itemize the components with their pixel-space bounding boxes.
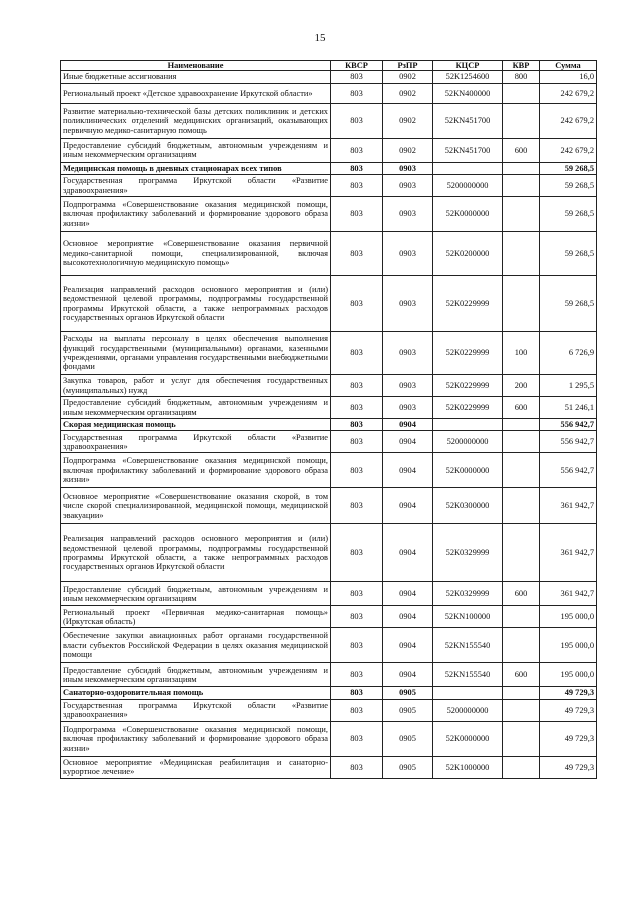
cell-name: Иные бюджетные ассигнования: [61, 71, 331, 83]
table-row: [61, 138, 597, 162]
cell-kvr: [503, 197, 540, 232]
cell-kvsr: 803: [331, 83, 383, 103]
cell-kvr: [503, 83, 540, 103]
table-row: [61, 71, 597, 83]
cell-rzpr: 0905: [383, 687, 433, 699]
cell-kvsr: 803: [331, 232, 383, 276]
header-kvsr: КВСР: [331, 61, 383, 71]
cell-kcsr: 52KN451700: [433, 103, 503, 138]
cell-name: Государственная программа Иркутской области «Развитие здравоохранения»: [61, 431, 331, 453]
cell-kvr: [503, 606, 540, 628]
cell-kvsr: 803: [331, 699, 383, 721]
cell-sum: 195 000,0: [540, 606, 597, 628]
header-kcsr: КЦСР: [433, 61, 503, 71]
cell-name: Подпрограмма «Совершенствование оказания медицинской помощи, включая профилактику заболеваний и формирование здорового образа жизни»: [61, 453, 331, 488]
cell-kvr: [503, 276, 540, 332]
cell-kcsr: 52K1254600: [433, 71, 503, 83]
cell-name: Скорая медицинская помощь: [61, 419, 331, 431]
cell-kcsr: 52K0000000: [433, 721, 503, 756]
table-row: [61, 419, 597, 431]
cell-rzpr: 0904: [383, 628, 433, 663]
cell-sum: 49 729,3: [540, 699, 597, 721]
cell-sum: 49 729,3: [540, 687, 597, 699]
cell-kvr: [503, 103, 540, 138]
table-row: [61, 175, 597, 197]
cell-kvsr: 803: [331, 103, 383, 138]
cell-kcsr: 52KN100000: [433, 606, 503, 628]
table-row: [61, 453, 597, 488]
cell-name: Санаторно-оздоровительная помощь: [61, 687, 331, 699]
cell-kcsr: 5200000000: [433, 175, 503, 197]
table-row: [61, 232, 597, 276]
cell-name: Медицинская помощь в дневных стационарах всех типов: [61, 162, 331, 174]
cell-name: Развитие материально-технической базы детских поликлиник и детских поликлинических отделений медицинских организаций, оказывающих первичную медико-санитарную помощь: [61, 103, 331, 138]
cell-name: Предоставление субсидий бюджетным, автономным учреждениям и иным некоммерческим организациям: [61, 663, 331, 687]
cell-kcsr: 52KN451700: [433, 138, 503, 162]
cell-kcsr: 52K0000000: [433, 453, 503, 488]
table-row: [61, 332, 597, 375]
cell-kvr: [503, 431, 540, 453]
cell-name: Закупка товаров, работ и услуг для обеспечения государственных (муниципальных) нужд: [61, 375, 331, 397]
table-row: [61, 83, 597, 103]
table-row: [61, 582, 597, 606]
cell-name: Основное мероприятие «Медицинская реабилитация и санаторно-курортное лечение»: [61, 756, 331, 778]
cell-sum: 49 729,3: [540, 756, 597, 778]
cell-kvsr: 803: [331, 431, 383, 453]
cell-name: Обеспечение закупки авиационных работ органами государственной власти субъектов Российской Федерации в целях оказания медицинской помощи: [61, 628, 331, 663]
cell-rzpr: 0904: [383, 453, 433, 488]
table-row: [61, 699, 597, 721]
cell-kvr: [503, 699, 540, 721]
cell-kvr: 100: [503, 332, 540, 375]
cell-kcsr: 52KN155540: [433, 663, 503, 687]
cell-kcsr: 52K0329999: [433, 582, 503, 606]
cell-rzpr: 0904: [383, 663, 433, 687]
cell-name: Подпрограмма «Совершенствование оказания медицинской помощи, включая профилактику заболеваний и формирование здорового образа жизни»: [61, 721, 331, 756]
table-row: [61, 524, 597, 582]
cell-kvr: 600: [503, 663, 540, 687]
cell-kcsr: 52K1000000: [433, 756, 503, 778]
cell-kvr: 600: [503, 397, 540, 419]
cell-kvr: 600: [503, 582, 540, 606]
table-row: [61, 197, 597, 232]
cell-name: Региональный проект «Первичная медико-санитарная помощь» (Иркутская область): [61, 606, 331, 628]
cell-sum: 59 268,5: [540, 175, 597, 197]
cell-rzpr: 0904: [383, 524, 433, 582]
cell-kvsr: 803: [331, 276, 383, 332]
cell-sum: 195 000,0: [540, 663, 597, 687]
cell-kvr: [503, 232, 540, 276]
header-kvr: КВР: [503, 61, 540, 71]
cell-sum: 556 942,7: [540, 453, 597, 488]
table-row: [61, 687, 597, 699]
cell-sum: 59 268,5: [540, 232, 597, 276]
cell-name: Подпрограмма «Совершенствование оказания медицинской помощи, включая профилактику заболеваний и формирование здорового образа жизни»: [61, 197, 331, 232]
table-row: [61, 397, 597, 419]
cell-kvsr: 803: [331, 628, 383, 663]
cell-kvr: [503, 488, 540, 524]
cell-rzpr: 0903: [383, 375, 433, 397]
cell-kvr: 600: [503, 138, 540, 162]
cell-kcsr: 5200000000: [433, 431, 503, 453]
cell-kvsr: 803: [331, 756, 383, 778]
cell-kvsr: 803: [331, 687, 383, 699]
cell-kvsr: 803: [331, 606, 383, 628]
cell-kcsr: 52K0229999: [433, 375, 503, 397]
cell-kvsr: 803: [331, 162, 383, 174]
cell-rzpr: 0903: [383, 197, 433, 232]
cell-rzpr: 0903: [383, 232, 433, 276]
cell-name: Государственная программа Иркутской области «Развитие здравоохранения»: [61, 175, 331, 197]
cell-sum: 242 679,2: [540, 103, 597, 138]
cell-rzpr: 0905: [383, 721, 433, 756]
cell-name: Предоставление субсидий бюджетным, автономным учреждениям и иным некоммерческим организациям: [61, 138, 331, 162]
cell-kcsr: 52K0229999: [433, 332, 503, 375]
cell-sum: 556 942,7: [540, 419, 597, 431]
cell-rzpr: 0904: [383, 582, 433, 606]
cell-kvsr: 803: [331, 524, 383, 582]
cell-kvr: [503, 162, 540, 174]
cell-kcsr: [433, 162, 503, 174]
cell-sum: 195 000,0: [540, 628, 597, 663]
cell-kvr: [503, 628, 540, 663]
cell-kvr: 800: [503, 71, 540, 83]
cell-sum: 361 942,7: [540, 524, 597, 582]
cell-name: Основное мероприятие «Совершенствование оказания скорой, в том числе скорой специализированной, медицинской помощи, медицинской эвакуации»: [61, 488, 331, 524]
cell-rzpr: 0903: [383, 332, 433, 375]
cell-kvsr: 803: [331, 175, 383, 197]
table-row: [61, 488, 597, 524]
cell-kcsr: 52K0329999: [433, 524, 503, 582]
cell-rzpr: 0903: [383, 175, 433, 197]
page-number: 15: [314, 32, 326, 44]
cell-name: Расходы на выплаты персоналу в целях обеспечения выполнения функций государственными (муниципальными) органами, казенными учреждениями, органами управления государственными внебюджетными фондами: [61, 332, 331, 375]
cell-kvr: [503, 721, 540, 756]
cell-sum: 49 729,3: [540, 721, 597, 756]
table-body: [61, 71, 597, 778]
cell-kcsr: [433, 687, 503, 699]
cell-rzpr: 0905: [383, 756, 433, 778]
cell-sum: 59 268,5: [540, 276, 597, 332]
table-row: [61, 103, 597, 138]
cell-kvsr: 803: [331, 71, 383, 83]
table-row: [61, 276, 597, 332]
cell-rzpr: 0904: [383, 606, 433, 628]
cell-rzpr: 0902: [383, 103, 433, 138]
cell-kvsr: 803: [331, 197, 383, 232]
cell-sum: 556 942,7: [540, 431, 597, 453]
budget-table: [60, 60, 597, 779]
cell-rzpr: 0902: [383, 71, 433, 83]
cell-kcsr: 52K0229999: [433, 397, 503, 419]
header-rzpr: РзПР: [383, 61, 433, 71]
cell-sum: 59 268,5: [540, 197, 597, 232]
cell-rzpr: 0903: [383, 276, 433, 332]
header-name: Наименование: [61, 61, 331, 71]
table-row: [61, 431, 597, 453]
cell-rzpr: 0904: [383, 419, 433, 431]
cell-sum: 16,0: [540, 71, 597, 83]
cell-kvsr: 803: [331, 453, 383, 488]
cell-kvsr: 803: [331, 582, 383, 606]
cell-rzpr: 0903: [383, 162, 433, 174]
cell-kvsr: 803: [331, 138, 383, 162]
cell-rzpr: 0905: [383, 699, 433, 721]
cell-kvr: [503, 453, 540, 488]
cell-kcsr: 52KN155540: [433, 628, 503, 663]
table-row: [61, 721, 597, 756]
cell-kcsr: 52K0200000: [433, 232, 503, 276]
cell-name: Региональный проект «Детское здравоохранение Иркутской области»: [61, 83, 331, 103]
cell-kvsr: 803: [331, 375, 383, 397]
cell-kcsr: 5200000000: [433, 699, 503, 721]
cell-sum: 242 679,2: [540, 138, 597, 162]
cell-sum: 51 246,1: [540, 397, 597, 419]
cell-name: Государственная программа Иркутской области «Развитие здравоохранения»: [61, 699, 331, 721]
cell-kvsr: 803: [331, 488, 383, 524]
cell-kvr: [503, 419, 540, 431]
table-row: [61, 606, 597, 628]
table-row: [61, 162, 597, 174]
cell-name: Реализация направлений расходов основного мероприятия и (или) ведомственной целевой программы, подпрограммы государственной программы Иркутской области, а также непрограммных расходов государственных органов Иркутской области: [61, 276, 331, 332]
cell-sum: 361 942,7: [540, 582, 597, 606]
cell-kvr: [503, 756, 540, 778]
cell-kvsr: 803: [331, 663, 383, 687]
cell-sum: 6 726,9: [540, 332, 597, 375]
table-row: [61, 663, 597, 687]
cell-sum: 1 295,5: [540, 375, 597, 397]
table-row: [61, 756, 597, 778]
cell-kvsr: 803: [331, 332, 383, 375]
cell-name: Предоставление субсидий бюджетным, автономным учреждениям и иным некоммерческим организациям: [61, 397, 331, 419]
table-row: [61, 375, 597, 397]
cell-name: Предоставление субсидий бюджетным, автономным учреждениям и иным некоммерческим организациям: [61, 582, 331, 606]
cell-rzpr: 0903: [383, 397, 433, 419]
cell-kcsr: [433, 419, 503, 431]
cell-kvr: 200: [503, 375, 540, 397]
cell-kvr: [503, 687, 540, 699]
cell-kvr: [503, 175, 540, 197]
cell-kvsr: 803: [331, 419, 383, 431]
cell-kcsr: 52K0229999: [433, 276, 503, 332]
cell-kcsr: 52K0300000: [433, 488, 503, 524]
cell-rzpr: 0904: [383, 431, 433, 453]
cell-sum: 361 942,7: [540, 488, 597, 524]
cell-kvr: [503, 524, 540, 582]
header-sum: Сумма: [540, 61, 597, 71]
table-header-row: [61, 61, 597, 71]
cell-kvsr: 803: [331, 721, 383, 756]
cell-kcsr: 52K0000000: [433, 197, 503, 232]
cell-name: Основное мероприятие «Совершенствование оказания первичной медико-санитарной помощи, специализированной, включая высокотехнологичную медицинскую помощь»: [61, 232, 331, 276]
table-row: [61, 628, 597, 663]
cell-kcsr: 52KN400000: [433, 83, 503, 103]
cell-rzpr: 0902: [383, 138, 433, 162]
cell-sum: 242 679,2: [540, 83, 597, 103]
cell-kvsr: 803: [331, 397, 383, 419]
cell-rzpr: 0904: [383, 488, 433, 524]
cell-rzpr: 0902: [383, 83, 433, 103]
cell-sum: 59 268,5: [540, 162, 597, 174]
cell-name: Реализация направлений расходов основного мероприятия и (или) ведомственной целевой программы, подпрограммы государственной программы Иркутской области, а также непрограммных расходов государственных органов Иркутской области: [61, 524, 331, 582]
